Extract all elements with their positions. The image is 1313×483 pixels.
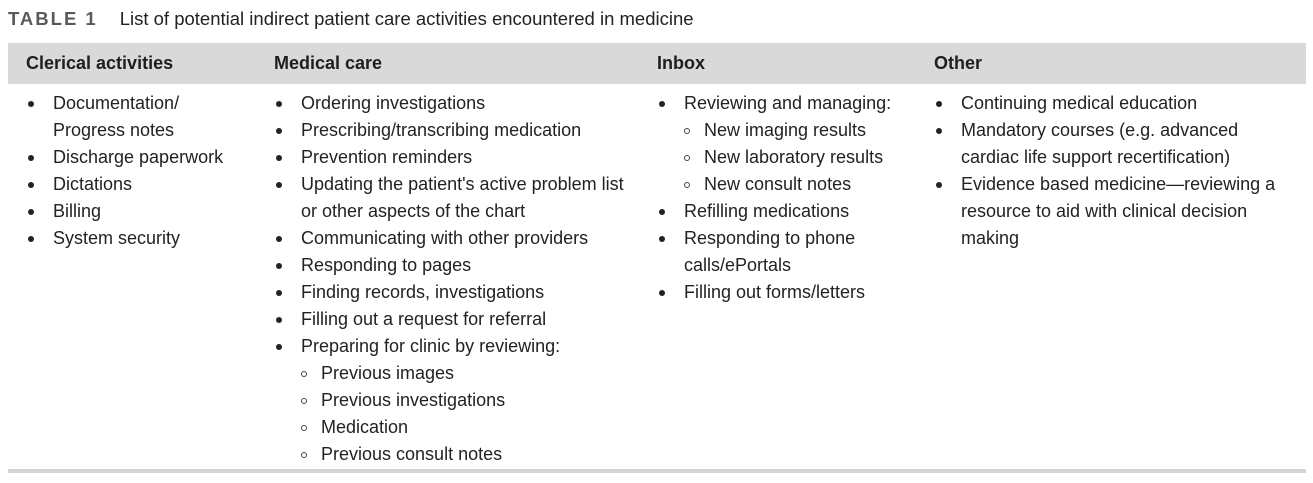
table-label: TABLE 1: [8, 8, 98, 29]
header-clerical-activities: Clerical activities: [26, 53, 174, 73]
list-item: Preparing for clinic by reviewing:: [274, 333, 634, 360]
sub-list-item: Previous consult notes: [274, 441, 634, 468]
list-item: Billing: [26, 198, 251, 225]
column-clerical-activities: [26, 90, 251, 252]
list-item: System security: [26, 225, 251, 252]
activities-table: [8, 43, 1306, 474]
list-item: Filling out forms/letters: [657, 279, 917, 306]
list-item: Filling out a request for referral: [274, 306, 634, 333]
sub-list-item: Previous images: [274, 360, 634, 387]
table-bottom-rule: [8, 469, 1306, 473]
list-item: Ordering investigations: [274, 90, 634, 117]
sub-list-item: New laboratory results: [657, 144, 917, 171]
list-item: Communicating with other providers: [274, 225, 634, 252]
sub-list-item: Medication: [274, 414, 634, 441]
list-item: Prevention reminders: [274, 144, 634, 171]
header-medical-care: Medical care: [274, 53, 383, 73]
list-item: Dictations: [26, 171, 251, 198]
list-item: Evidence based medicine—reviewing a resource to aid with clinical decision making: [934, 171, 1299, 252]
list-item: Reviewing and managing:: [657, 90, 917, 117]
list-item: Responding to phone calls/ePortals: [657, 225, 917, 279]
sub-list-item: New consult notes: [657, 171, 917, 198]
list-item: Refilling medications: [657, 198, 917, 225]
list-item: Documentation/ Progress notes: [26, 90, 251, 144]
table-header-row: [8, 43, 1306, 84]
table-caption: [8, 6, 694, 32]
list-item: Updating the patient's active problem list or other aspects of the chart: [274, 171, 634, 225]
list-item: Discharge paperwork: [26, 144, 251, 171]
header-inbox: Inbox: [657, 53, 705, 73]
list-item: Continuing medical education: [934, 90, 1299, 117]
list-item: Mandatory courses (e.g. advanced cardiac life support recertification): [934, 117, 1299, 171]
list-item: Responding to pages: [274, 252, 634, 279]
table-title: List of potential indirect patient care activities encountered in medicine: [119, 8, 694, 29]
column-other: [934, 90, 1299, 252]
column-medical-care: [274, 90, 634, 468]
sub-list-item: Previous investigations: [274, 387, 634, 414]
list-item: Prescribing/transcribing medication: [274, 117, 634, 144]
list-item: Finding records, investigations: [274, 279, 634, 306]
column-inbox: [657, 90, 917, 306]
header-other: Other: [934, 53, 983, 73]
sub-list-item: New imaging results: [657, 117, 917, 144]
